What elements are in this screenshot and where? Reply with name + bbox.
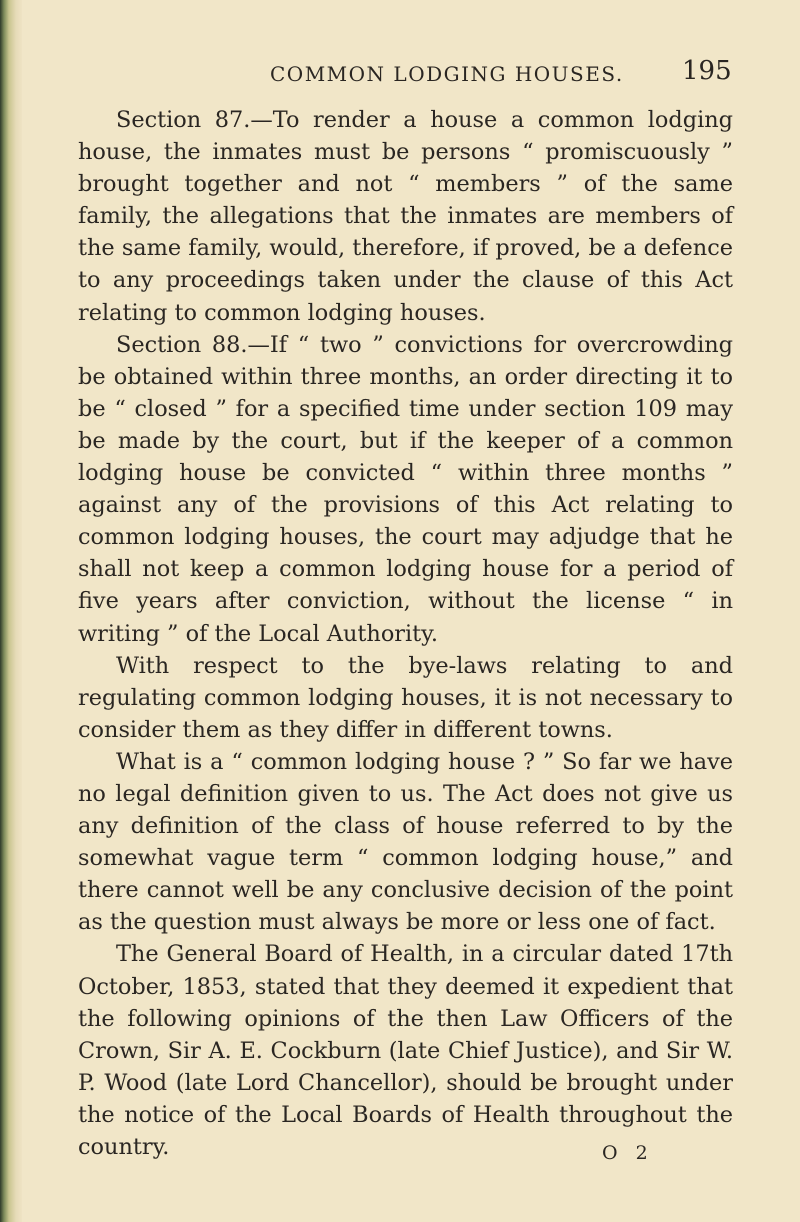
running-title: COMMON LODGING HOUSES. bbox=[270, 62, 624, 86]
signature-mark: O 2 bbox=[602, 1142, 654, 1164]
paragraph-definition: What is a “ common lodging house ? ” So far we have no legal definition given to us. The Act does not give us any definition of the class of house referred to by the somewhat vague term “ common lodging house,” and there cannot well be any conclusive decision of the point as the question must always be more or less one of fact. bbox=[78, 748, 733, 936]
paragraph-bye-laws: With respect to the bye-laws relating to and regulating common lodging houses, it is not necessary to consider them as they differ in different towns. bbox=[78, 652, 733, 743]
paragraph-section-87: Section 87.—To render a house a common lodging house, the inmates must be persons “ promiscuously ” brought together and not “ members ” of the same family, the allegations that the inmates are members of the same family, would, therefore, if proved, be a defence to any proceedings taken under the clause of this Act relating to common lodging houses. bbox=[78, 107, 733, 326]
binding-gutter bbox=[0, 0, 22, 1222]
paragraph-section-88: Section 88.—If “ two ” convictions for overcrowding be obtained within three months, an order directing it to be “ closed ” for a specified time under section 109 may be made by the court, but if the keeper of a common lodging house be convicted “ within three months ” against any of the provisions of this Act relating to common lodging houses, the court may adjudge that he shall not keep a common lodging house for a period of five years after conviction, without the license “ in writing ” of the Local Authority. bbox=[78, 331, 733, 647]
page-number: 195 bbox=[682, 56, 732, 86]
body-text bbox=[78, 104, 733, 1163]
paragraph-general-board: The General Board of Health, in a circular dated 17th October, 1853, stated that they deemed it expedient that the following opinions of the then Law Officers of the Crown, Sir A. E. Cockburn (late Chief Justice), and Sir W. P. Wood (late Lord Chancellor), should be brought under the notice of the Local Boards of Health throughout the country. bbox=[78, 941, 733, 1160]
